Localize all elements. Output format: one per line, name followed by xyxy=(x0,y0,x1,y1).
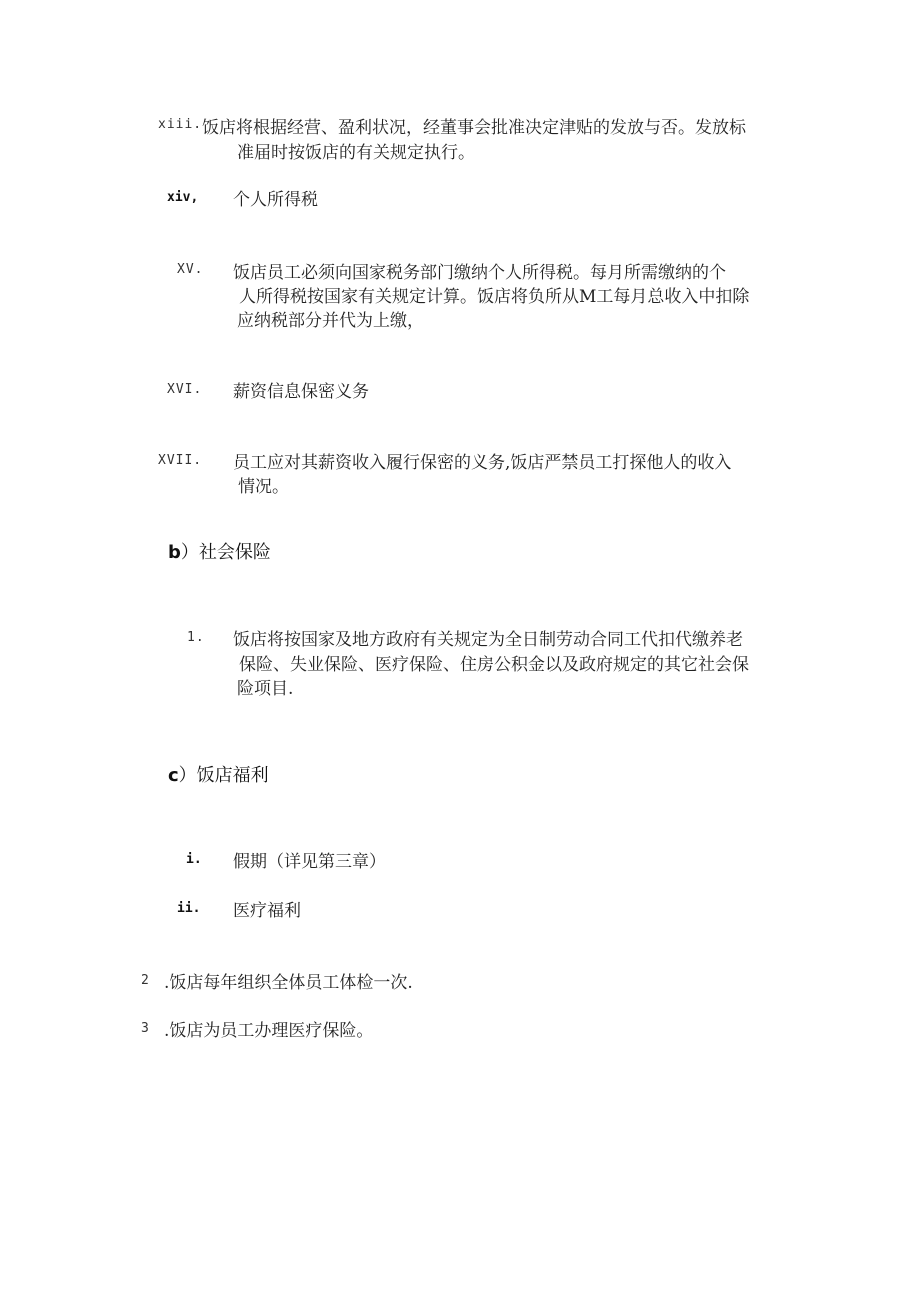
item-marker-i: i. xyxy=(186,852,202,867)
section-paren: ） xyxy=(178,765,197,786)
numbered-item-2-text: .饭店每年组织全体员工体检一次. xyxy=(164,973,413,993)
item-marker-1: 1. xyxy=(187,630,205,645)
item-marker-xiii: xiii. xyxy=(158,117,203,132)
item-marker-xvi: XVI. xyxy=(167,382,203,397)
item-marker-xiv: xiv, xyxy=(167,190,199,205)
section-letter: c xyxy=(168,765,179,786)
item-ii-text: 医疗福利 xyxy=(233,901,301,921)
item-xiii-line-1: 饭店将根据经营、盈利状况，经董事会批准决定津贴的发放与否。发放标 xyxy=(202,118,746,138)
section-paren: ） xyxy=(180,542,199,563)
item-marker-xvii: XVII. xyxy=(158,453,203,468)
item-xvii-line-1: 员工应对其薪资收入履行保密的义务,饭店严禁员工打探他人的收入 xyxy=(233,453,732,473)
item-xv-line-1: 饭店员工必须向国家税务部门缴纳个人所得税。每月所需缴纳的个 xyxy=(233,263,726,283)
item-marker-xv: XV. xyxy=(177,262,204,277)
item-xiii-line-2: 准届时按饭店的有关规定执行。 xyxy=(237,143,475,163)
item-marker-ii: ii. xyxy=(177,901,201,916)
item-xiv-heading: 个人所得税 xyxy=(233,190,318,210)
section-letter: b xyxy=(168,542,181,563)
item-xvi-heading: 薪资信息保密义务 xyxy=(233,382,369,402)
item-xv-line-2: 人所得税按国家有关规定计算。饭店将负所从M工每月总收入中扣除 xyxy=(239,287,750,307)
item-xvii-line-2: 情况。 xyxy=(238,477,289,497)
section-title: 饭店福利 xyxy=(196,765,269,786)
item-1-line-2: 保险、失业保险、医疗保险、住房公积金以及政府规定的其它社会保 xyxy=(239,655,749,675)
section-heading-social-insurance xyxy=(168,538,271,564)
section-title: 社会保险 xyxy=(198,542,271,563)
section-heading-hotel-benefits xyxy=(168,761,269,787)
item-xv-line-3: 应纳税部分并代为上缴， xyxy=(237,311,424,331)
numbered-item-3-text: .饭店为员工办理医疗保险。 xyxy=(164,1021,374,1041)
item-1-line-1: 饭店将按国家及地方政府有关规定为全日制劳动合同工代扣代缴养老 xyxy=(233,630,743,650)
numbered-marker-3: 3 xyxy=(141,1021,150,1036)
item-i-text: 假期（详见第三章） xyxy=(233,852,386,872)
item-1-line-3: 险项目. xyxy=(237,679,294,699)
numbered-marker-2: 2 xyxy=(141,973,150,988)
